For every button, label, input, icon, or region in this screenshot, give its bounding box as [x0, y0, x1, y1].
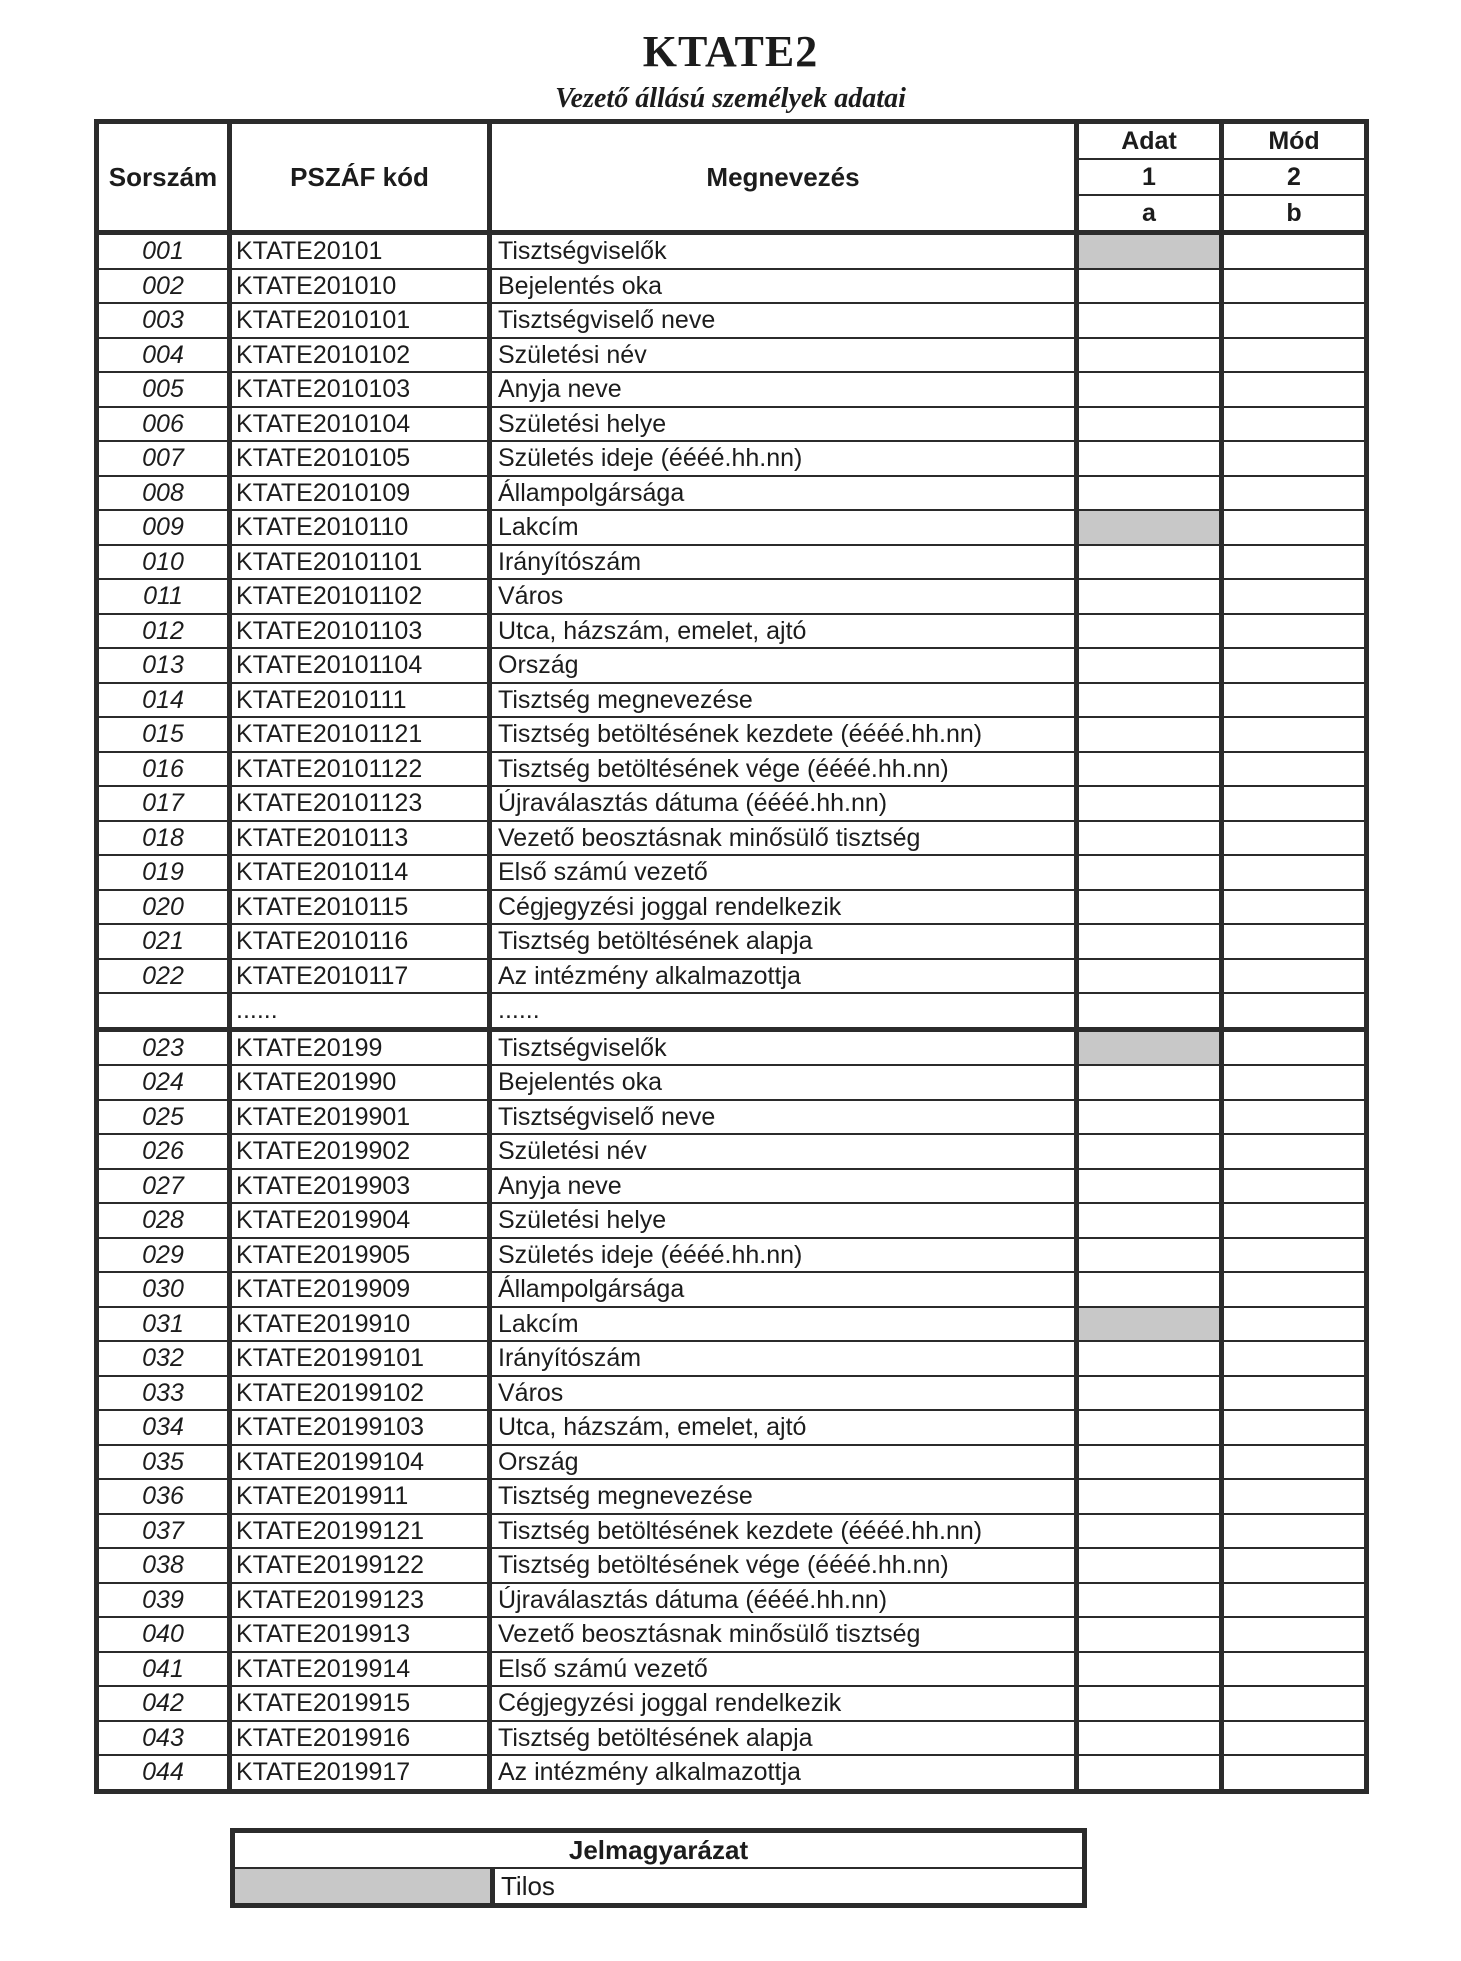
row-mod-cell[interactable]	[1222, 1548, 1367, 1583]
row-adat-cell[interactable]	[1077, 1583, 1222, 1618]
row-mod-cell[interactable]	[1222, 924, 1367, 959]
row-code: KTATE2019915	[230, 1686, 490, 1721]
row-mod-cell[interactable]	[1222, 441, 1367, 476]
table-row	[97, 752, 1367, 787]
row-adat-cell[interactable]	[1077, 683, 1222, 718]
row-mod-cell[interactable]	[1222, 303, 1367, 338]
row-number: 011	[97, 579, 230, 614]
row-number: 016	[97, 752, 230, 787]
row-number: 013	[97, 648, 230, 683]
row-mod-cell[interactable]	[1222, 1134, 1367, 1169]
row-adat-cell[interactable]	[1077, 407, 1222, 442]
row-code: KTATE2010117	[230, 959, 490, 994]
row-adat-cell[interactable]	[1077, 1652, 1222, 1687]
row-description: Újraválasztás dátuma (éééé.hh.nn)	[490, 786, 1077, 821]
row-number: 019	[97, 855, 230, 890]
row-mod-cell[interactable]	[1222, 752, 1367, 787]
table-row	[97, 1686, 1367, 1721]
table-row	[97, 1307, 1367, 1342]
row-mod-cell[interactable]	[1222, 1410, 1367, 1445]
row-code: KTATE2019916	[230, 1721, 490, 1756]
row-code: KTATE20199104	[230, 1445, 490, 1480]
table-row	[97, 1169, 1367, 1204]
row-adat-cell[interactable]	[1077, 1169, 1222, 1204]
row-code: KTATE2010116	[230, 924, 490, 959]
table-row	[97, 1652, 1367, 1687]
table-row	[97, 924, 1367, 959]
row-adat-cell	[1077, 1307, 1222, 1342]
row-number: 009	[97, 510, 230, 545]
row-number: 015	[97, 717, 230, 752]
row-mod-cell[interactable]	[1222, 1514, 1367, 1549]
row-number: 010	[97, 545, 230, 580]
table-row	[97, 303, 1367, 338]
row-code: KTATE2019910	[230, 1307, 490, 1342]
row-code: KTATE2010105	[230, 441, 490, 476]
row-mod-cell[interactable]	[1222, 1100, 1367, 1135]
row-mod-cell[interactable]	[1222, 372, 1367, 407]
row-code: KTATE20199	[230, 1029, 490, 1065]
row-number: 027	[97, 1169, 230, 1204]
row-number: 034	[97, 1410, 230, 1445]
row-code: KTATE20199122	[230, 1548, 490, 1583]
row-mod-cell[interactable]	[1222, 545, 1367, 580]
table-row	[97, 890, 1367, 925]
row-mod-cell[interactable]	[1222, 269, 1367, 304]
row-description: Lakcím	[490, 1307, 1077, 1342]
row-description: Irányítószám	[490, 1341, 1077, 1376]
row-code: KTATE2010115	[230, 890, 490, 925]
row-mod-cell[interactable]	[1222, 1755, 1367, 1791]
row-mod-cell[interactable]	[1222, 855, 1367, 890]
row-number: 044	[97, 1755, 230, 1791]
row-adat-cell[interactable]	[1077, 855, 1222, 890]
row-description: Irányítószám	[490, 545, 1077, 580]
row-mod-cell[interactable]	[1222, 1721, 1367, 1756]
row-number: 040	[97, 1617, 230, 1652]
row-number: 039	[97, 1583, 230, 1618]
row-number: 029	[97, 1238, 230, 1273]
row-mod-cell[interactable]	[1222, 407, 1367, 442]
row-adat-cell[interactable]	[1077, 1445, 1222, 1480]
row-adat-cell[interactable]	[1077, 476, 1222, 511]
row-description: Újraválasztás dátuma (éééé.hh.nn)	[490, 1583, 1077, 1618]
header-sorszam: Sorszám	[97, 122, 230, 233]
row-description: Tisztségviselő neve	[490, 1100, 1077, 1135]
row-description: Város	[490, 579, 1077, 614]
row-code: ......	[230, 993, 490, 1029]
row-mod-cell[interactable]	[1222, 1583, 1367, 1618]
row-number: 037	[97, 1514, 230, 1549]
row-code: KTATE20101104	[230, 648, 490, 683]
table-row	[97, 648, 1367, 683]
row-code: KTATE2010114	[230, 855, 490, 890]
row-description: Tisztség megnevezése	[490, 1479, 1077, 1514]
row-number: 020	[97, 890, 230, 925]
row-description: Állampolgársága	[490, 476, 1077, 511]
row-code: KTATE2019901	[230, 1100, 490, 1135]
row-number: 031	[97, 1307, 230, 1342]
row-code: KTATE201990	[230, 1065, 490, 1100]
row-number: 002	[97, 269, 230, 304]
table-row	[97, 1479, 1367, 1514]
row-mod-cell[interactable]	[1222, 683, 1367, 718]
row-mod-cell[interactable]	[1222, 614, 1367, 649]
row-mod-cell[interactable]	[1222, 476, 1367, 511]
row-description: Születési név	[490, 1134, 1077, 1169]
row-code: KTATE20101122	[230, 752, 490, 787]
legend-swatch	[233, 1868, 493, 1906]
table-row	[97, 1445, 1367, 1480]
row-adat-cell[interactable]	[1077, 1617, 1222, 1652]
row-adat-cell[interactable]	[1077, 579, 1222, 614]
row-description: Tisztségviselők	[490, 1029, 1077, 1065]
row-description: Tisztség betöltésének kezdete (éééé.hh.nn)	[490, 717, 1077, 752]
row-number: 006	[97, 407, 230, 442]
row-description: Cégjegyzési joggal rendelkezik	[490, 1686, 1077, 1721]
header-col-b: b	[1222, 195, 1367, 233]
row-description: Tisztségviselő neve	[490, 303, 1077, 338]
row-mod-cell[interactable]	[1222, 1272, 1367, 1307]
table-row	[97, 545, 1367, 580]
row-code: KTATE2019917	[230, 1755, 490, 1791]
row-description: Vezető beosztásnak minősülő tisztség	[490, 1617, 1077, 1652]
row-adat-cell[interactable]	[1077, 1065, 1222, 1100]
table-row	[97, 1029, 1367, 1065]
table-row	[97, 786, 1367, 821]
row-description: Az intézmény alkalmazottja	[490, 959, 1077, 994]
row-adat-cell[interactable]	[1077, 717, 1222, 752]
row-number: 022	[97, 959, 230, 994]
row-description: Állampolgársága	[490, 1272, 1077, 1307]
row-number: 025	[97, 1100, 230, 1135]
row-description: Ország	[490, 1445, 1077, 1480]
row-adat-cell[interactable]	[1077, 545, 1222, 580]
row-adat-cell[interactable]	[1077, 269, 1222, 304]
table-row	[97, 407, 1367, 442]
row-description: Tisztség betöltésének vége (éééé.hh.nn)	[490, 1548, 1077, 1583]
row-code: KTATE2010113	[230, 821, 490, 856]
header-col-1: 1	[1077, 159, 1222, 195]
row-mod-cell[interactable]	[1222, 1203, 1367, 1238]
row-code: KTATE20101102	[230, 579, 490, 614]
table-row	[97, 1755, 1367, 1791]
table-row	[97, 1100, 1367, 1135]
row-number: 035	[97, 1445, 230, 1480]
row-mod-cell[interactable]	[1222, 1307, 1367, 1342]
legend-title: Jelmagyarázat	[233, 1831, 1085, 1869]
row-mod-cell[interactable]	[1222, 786, 1367, 821]
row-mod-cell[interactable]	[1222, 717, 1367, 752]
header-col-a: a	[1077, 195, 1222, 233]
table-row	[97, 1134, 1367, 1169]
table-row	[97, 1341, 1367, 1376]
row-number: 017	[97, 786, 230, 821]
row-number: 021	[97, 924, 230, 959]
row-number: 028	[97, 1203, 230, 1238]
row-code: KTATE20101101	[230, 545, 490, 580]
row-adat-cell[interactable]	[1077, 1686, 1222, 1721]
row-mod-cell[interactable]	[1222, 1376, 1367, 1411]
row-code: KTATE20199101	[230, 1341, 490, 1376]
table-row	[97, 1203, 1367, 1238]
table-row	[97, 510, 1367, 545]
table-row	[97, 683, 1367, 718]
row-description: Születési helye	[490, 1203, 1077, 1238]
row-description: Az intézmény alkalmazottja	[490, 1755, 1077, 1791]
row-code: KTATE2010101	[230, 303, 490, 338]
row-number: 007	[97, 441, 230, 476]
page-title: KTATE2	[642, 27, 819, 76]
row-code: KTATE2019905	[230, 1238, 490, 1273]
row-adat-cell	[1077, 510, 1222, 545]
data-table	[94, 119, 1369, 1794]
row-adat-cell[interactable]	[1077, 441, 1222, 476]
header-megnevezes: Megnevezés	[490, 122, 1077, 233]
table-row	[97, 993, 1367, 1029]
row-code: KTATE2010110	[230, 510, 490, 545]
table-row	[97, 1548, 1367, 1583]
table-row	[97, 1238, 1367, 1273]
row-adat-cell[interactable]	[1077, 1514, 1222, 1549]
table-row	[97, 614, 1367, 649]
table-row	[97, 1272, 1367, 1307]
row-description: Születés ideje (éééé.hh.nn)	[490, 1238, 1077, 1273]
row-description: ......	[490, 993, 1077, 1029]
row-mod-cell[interactable]	[1222, 233, 1367, 269]
row-adat-cell[interactable]	[1077, 1272, 1222, 1307]
table-row	[97, 476, 1367, 511]
row-mod-cell[interactable]	[1222, 579, 1367, 614]
row-number	[97, 993, 230, 1029]
row-code: KTATE20101121	[230, 717, 490, 752]
row-mod-cell[interactable]	[1222, 648, 1367, 683]
row-number: 008	[97, 476, 230, 511]
table-row	[97, 1514, 1367, 1549]
row-code: KTATE20101103	[230, 614, 490, 649]
row-adat-cell[interactable]	[1077, 821, 1222, 856]
page-subtitle: Vezető állású személyek adatai	[555, 83, 906, 114]
row-mod-cell[interactable]	[1222, 1065, 1367, 1100]
row-description: Cégjegyzési joggal rendelkezik	[490, 890, 1077, 925]
row-adat-cell[interactable]	[1077, 338, 1222, 373]
row-number: 004	[97, 338, 230, 373]
row-number: 018	[97, 821, 230, 856]
table-row	[97, 959, 1367, 994]
row-number: 014	[97, 683, 230, 718]
row-description: Születési név	[490, 338, 1077, 373]
table-row	[97, 1376, 1367, 1411]
row-adat-cell[interactable]	[1077, 959, 1222, 994]
row-code: KTATE20199121	[230, 1514, 490, 1549]
row-code: KTATE2019914	[230, 1652, 490, 1687]
row-number: 024	[97, 1065, 230, 1100]
row-adat-cell[interactable]	[1077, 303, 1222, 338]
row-adat-cell[interactable]	[1077, 1410, 1222, 1445]
row-code: KTATE201010	[230, 269, 490, 304]
row-code: KTATE2010111	[230, 683, 490, 718]
row-mod-cell[interactable]	[1222, 1652, 1367, 1687]
row-mod-cell[interactable]	[1222, 1029, 1367, 1065]
row-code: KTATE2019904	[230, 1203, 490, 1238]
row-number: 026	[97, 1134, 230, 1169]
table-row	[97, 269, 1367, 304]
row-number: 042	[97, 1686, 230, 1721]
row-mod-cell[interactable]	[1222, 890, 1367, 925]
row-adat-cell[interactable]	[1077, 372, 1222, 407]
row-number: 033	[97, 1376, 230, 1411]
row-adat-cell	[1077, 233, 1222, 269]
row-adat-cell[interactable]	[1077, 1755, 1222, 1791]
row-code: KTATE2010109	[230, 476, 490, 511]
row-number: 030	[97, 1272, 230, 1307]
row-code: KTATE2019911	[230, 1479, 490, 1514]
row-description: Anyja neve	[490, 1169, 1077, 1204]
header-adat: Adat	[1077, 122, 1222, 160]
row-description: Ország	[490, 648, 1077, 683]
row-mod-cell[interactable]	[1222, 1238, 1367, 1273]
table-row	[97, 1721, 1367, 1756]
table-row	[97, 1583, 1367, 1618]
row-adat-cell[interactable]	[1077, 993, 1222, 1029]
table-row	[97, 233, 1367, 269]
row-description: Születési helye	[490, 407, 1077, 442]
legend-label: Tilos	[493, 1868, 1085, 1906]
row-description: Utca, házszám, emelet, ajtó	[490, 614, 1077, 649]
row-description: Tisztségviselők	[490, 233, 1077, 269]
row-description: Első számú vezető	[490, 855, 1077, 890]
row-description: Első számú vezető	[490, 1652, 1077, 1687]
table-row	[97, 717, 1367, 752]
row-adat-cell[interactable]	[1077, 1548, 1222, 1583]
row-description: Anyja neve	[490, 372, 1077, 407]
row-number: 005	[97, 372, 230, 407]
legend-table	[230, 1828, 1087, 1908]
row-mod-cell[interactable]	[1222, 510, 1367, 545]
row-adat-cell[interactable]	[1077, 648, 1222, 683]
row-adat-cell[interactable]	[1077, 1721, 1222, 1756]
row-adat-cell[interactable]	[1077, 1376, 1222, 1411]
table-row	[97, 1617, 1367, 1652]
row-description: Város	[490, 1376, 1077, 1411]
table-row	[97, 821, 1367, 856]
row-code: KTATE2010103	[230, 372, 490, 407]
row-mod-cell[interactable]	[1222, 959, 1367, 994]
row-number: 036	[97, 1479, 230, 1514]
table-row	[97, 855, 1367, 890]
row-adat-cell[interactable]	[1077, 786, 1222, 821]
table-row	[97, 579, 1367, 614]
row-code: KTATE2019913	[230, 1617, 490, 1652]
row-description: Utca, házszám, emelet, ajtó	[490, 1410, 1077, 1445]
row-adat-cell[interactable]	[1077, 1134, 1222, 1169]
row-code: KTATE2019902	[230, 1134, 490, 1169]
row-code: KTATE20101123	[230, 786, 490, 821]
row-number: 012	[97, 614, 230, 649]
row-adat-cell[interactable]	[1077, 1341, 1222, 1376]
row-mod-cell[interactable]	[1222, 1341, 1367, 1376]
row-description: Tisztség megnevezése	[490, 683, 1077, 718]
row-description: Tisztség betöltésének kezdete (éééé.hh.nn)	[490, 1514, 1077, 1549]
row-mod-cell[interactable]	[1222, 338, 1367, 373]
row-description: Vezető beosztásnak minősülő tisztség	[490, 821, 1077, 856]
row-code: KTATE2019903	[230, 1169, 490, 1204]
row-code: KTATE20199102	[230, 1376, 490, 1411]
row-adat-cell[interactable]	[1077, 890, 1222, 925]
row-adat-cell[interactable]	[1077, 752, 1222, 787]
table-row	[97, 441, 1367, 476]
row-mod-cell[interactable]	[1222, 821, 1367, 856]
row-code: KTATE2010104	[230, 407, 490, 442]
row-adat-cell[interactable]	[1077, 614, 1222, 649]
table-row	[97, 1065, 1367, 1100]
row-mod-cell[interactable]	[1222, 993, 1367, 1029]
row-code: KTATE2010102	[230, 338, 490, 373]
row-adat-cell[interactable]	[1077, 1238, 1222, 1273]
table-row	[97, 338, 1367, 373]
row-adat-cell	[1077, 1029, 1222, 1065]
row-mod-cell[interactable]	[1222, 1169, 1367, 1204]
table-row	[97, 372, 1367, 407]
row-number: 001	[97, 233, 230, 269]
row-adat-cell[interactable]	[1077, 1203, 1222, 1238]
row-description: Bejelentés oka	[490, 1065, 1077, 1100]
table-row	[97, 1410, 1367, 1445]
row-description: Lakcím	[490, 510, 1077, 545]
row-adat-cell[interactable]	[1077, 1100, 1222, 1135]
row-adat-cell[interactable]	[1077, 1479, 1222, 1514]
row-description: Bejelentés oka	[490, 269, 1077, 304]
row-code: KTATE2019909	[230, 1272, 490, 1307]
row-code: KTATE20199103	[230, 1410, 490, 1445]
row-number: 043	[97, 1721, 230, 1756]
row-number: 038	[97, 1548, 230, 1583]
header-mod: Mód	[1222, 122, 1367, 160]
header-col-2: 2	[1222, 159, 1367, 195]
row-number: 023	[97, 1029, 230, 1065]
row-mod-cell[interactable]	[1222, 1617, 1367, 1652]
row-code: KTATE20101	[230, 233, 490, 269]
row-mod-cell[interactable]	[1222, 1445, 1367, 1480]
row-mod-cell[interactable]	[1222, 1479, 1367, 1514]
row-mod-cell[interactable]	[1222, 1686, 1367, 1721]
row-number: 032	[97, 1341, 230, 1376]
row-description: Tisztség betöltésének vége (éééé.hh.nn)	[490, 752, 1077, 787]
row-description: Születés ideje (éééé.hh.nn)	[490, 441, 1077, 476]
row-number: 041	[97, 1652, 230, 1687]
row-adat-cell[interactable]	[1077, 924, 1222, 959]
row-description: Tisztség betöltésének alapja	[490, 1721, 1077, 1756]
header-pszaf-kod: PSZÁF kód	[230, 122, 490, 233]
row-code: KTATE20199123	[230, 1583, 490, 1618]
row-description: Tisztség betöltésének alapja	[490, 924, 1077, 959]
row-number: 003	[97, 303, 230, 338]
